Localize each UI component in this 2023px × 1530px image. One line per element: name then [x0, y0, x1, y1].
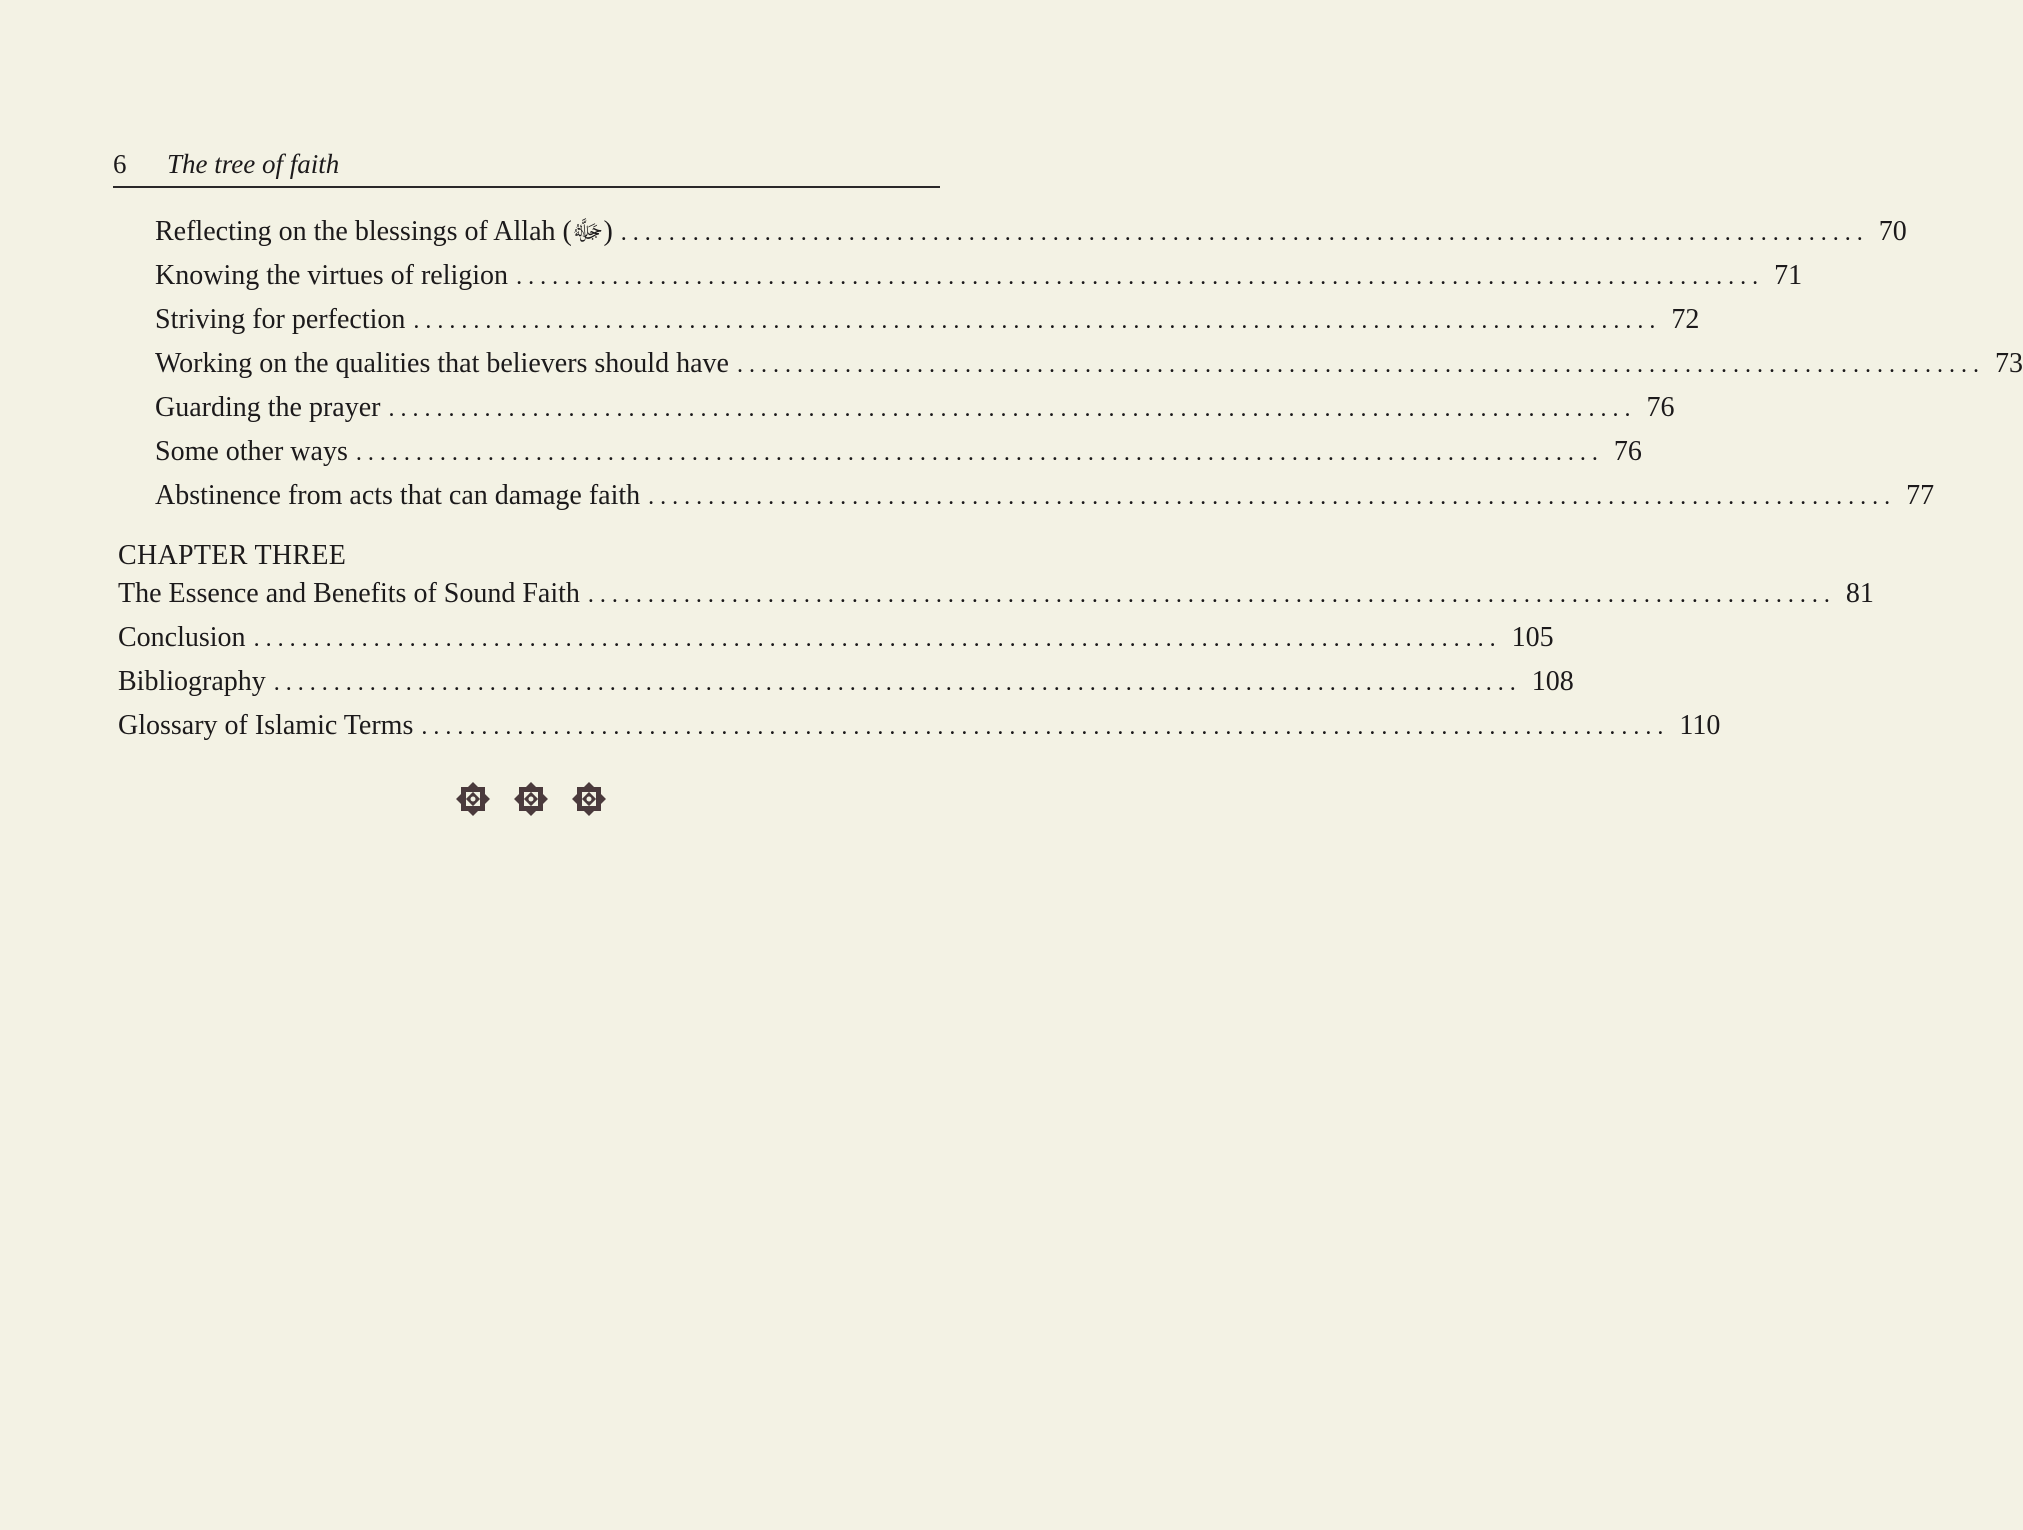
toc-entry-page: 108	[1531, 666, 1574, 697]
eight-point-star-ornament-icon	[453, 779, 493, 819]
toc-entry-label: Reflecting on the blessings of Allah (ﷻ)	[155, 216, 613, 247]
eight-point-star-ornament-icon	[569, 779, 609, 819]
toc-entry-label: The Essence and Benefits of Sound Faith	[118, 578, 580, 609]
dot-leader: ........................................................................................................	[413, 308, 1662, 334]
section-end-ornaments	[453, 779, 613, 823]
running-head	[113, 146, 339, 182]
dot-leader: ........................................................................................................	[253, 626, 1502, 652]
dot-leader: ........................................................................................................	[516, 264, 1765, 290]
book-title: The tree of faith	[167, 149, 340, 179]
dot-leader: ........................................................................................................	[421, 714, 1670, 740]
toc-entry	[155, 346, 2023, 382]
dot-leader: ........................................................................................................	[648, 484, 1897, 510]
dot-leader: ........................................................................................................	[273, 670, 1522, 696]
dot-leader: ........................................................................................................	[620, 220, 1869, 246]
toc-entry	[118, 708, 1721, 744]
toc-entry-page: 72	[1671, 304, 1700, 335]
toc-entry	[118, 576, 1874, 612]
dot-leader: ........................................................................................................	[587, 582, 1836, 608]
toc-entry	[155, 214, 1907, 250]
toc-entry-page: 105	[1511, 622, 1554, 653]
toc-entry-label: Abstinence from acts that can damage faith	[155, 480, 641, 511]
dot-leader: ........................................................................................................	[388, 396, 1637, 422]
toc-entry-page: 73	[1994, 348, 2023, 379]
toc-entry-label: Bibliography	[118, 666, 266, 697]
toc-entry-label: Knowing the virtues of religion	[155, 260, 509, 291]
toc-entry-page: 110	[1679, 710, 1721, 741]
toc-entry-label: Guarding the prayer	[155, 392, 381, 423]
toc-entry-label: Working on the qualities that believers should have	[155, 348, 729, 379]
toc-entry-page: 76	[1646, 392, 1675, 423]
toc-entry	[155, 258, 1803, 294]
toc-entry-label: Glossary of Islamic Terms	[118, 710, 414, 741]
chapter-heading: CHAPTER THREE	[118, 540, 347, 571]
toc-entry-page: 77	[1906, 480, 1935, 511]
toc-entry-page: 81	[1845, 578, 1874, 609]
header-rule	[113, 186, 940, 188]
toc-entry-page: 76	[1613, 436, 1642, 467]
toc-entry	[155, 302, 1700, 338]
dot-leader: ........................................................................................................	[355, 440, 1604, 466]
toc-entry-page: 71	[1774, 260, 1803, 291]
eight-point-star-ornament-icon	[511, 779, 551, 819]
toc-entry	[155, 478, 1935, 514]
toc-entry	[155, 390, 1675, 426]
toc-entry-page: 70	[1878, 216, 1907, 247]
toc-entry	[155, 434, 1642, 470]
toc-entry-label: Striving for perfection	[155, 304, 406, 335]
toc-entry-label: Some other ways	[155, 436, 348, 467]
page-number: 6	[113, 149, 127, 179]
toc-entry	[118, 664, 1574, 700]
dot-leader: ........................................................................................................	[736, 352, 1985, 378]
toc-entry	[118, 620, 1554, 656]
toc-entry-label: Conclusion	[118, 622, 246, 653]
